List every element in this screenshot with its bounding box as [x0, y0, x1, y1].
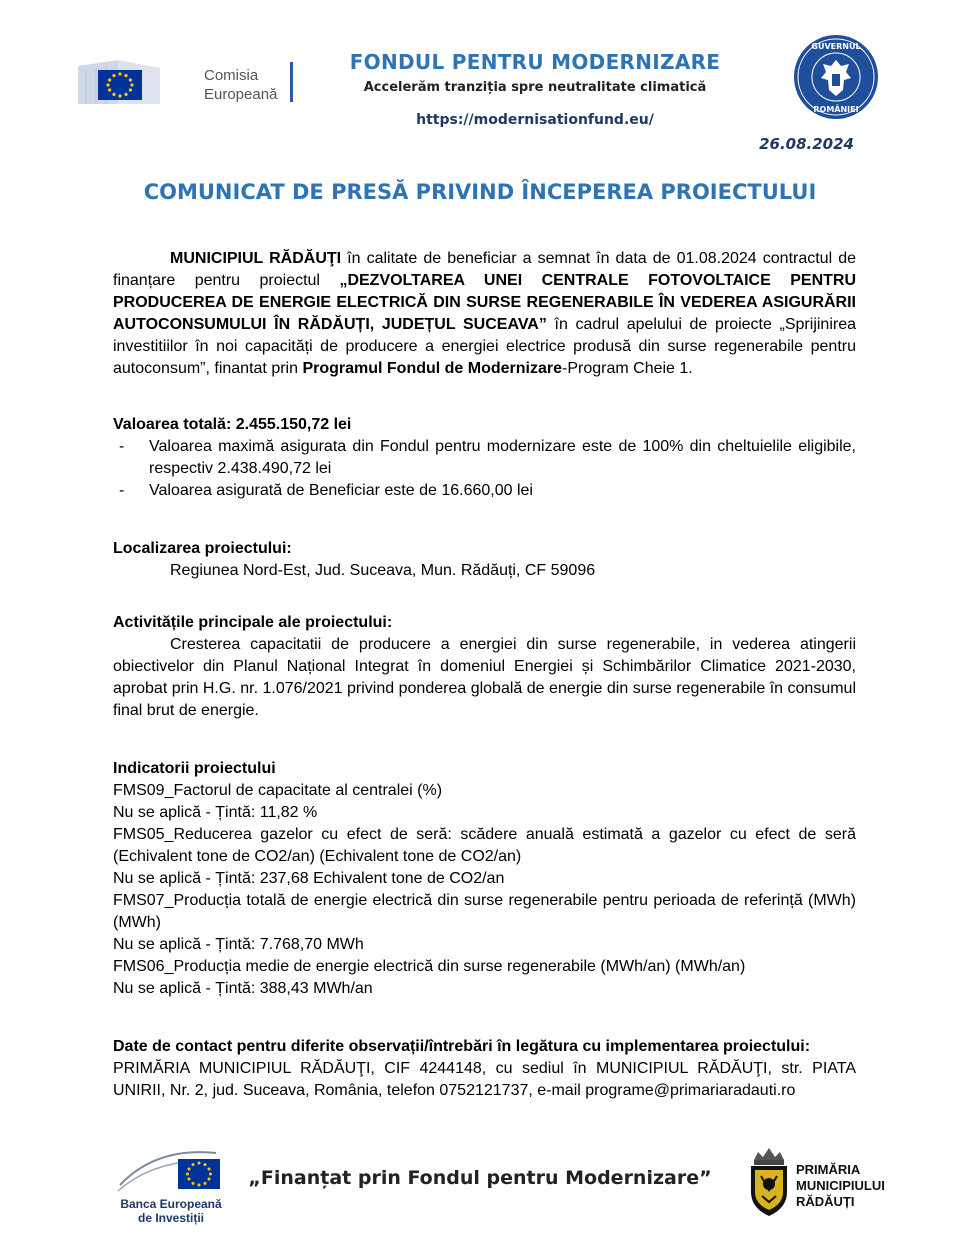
- svg-text:ROMÂNIEI: ROMÂNIEI: [813, 105, 859, 114]
- primaria-line-1: PRIMĂRIA: [796, 1162, 861, 1177]
- ec-logo-text: [204, 66, 277, 104]
- ec-logo-divider: [290, 62, 293, 102]
- intro-text-1: în calitate de beneficiar a semnat în data de 01.08.2024 contractul de finanțare pentru proiectul: [113, 250, 856, 289]
- value-item-text: Valoarea maximă asigurata din Fondul pentru modernizare este de 100% din cheltuielile eligibile, respectiv 2.438.490,72 lei: [149, 438, 856, 477]
- indicators-heading: Indicatorii proiectului: [113, 760, 276, 777]
- fund-subtitle: Accelerăm tranziția spre neutralitate climatică: [363, 80, 707, 95]
- eib-logo-text: [116, 1197, 226, 1225]
- activities-heading: Activitățile principale ale proiectului:: [113, 614, 393, 631]
- indicator-line: Nu se aplică - Țintă: 237,68 Echivalent tone de CO2/an: [113, 870, 505, 887]
- romanian-government-seal-icon: [793, 34, 879, 120]
- eib-logo: [116, 1145, 226, 1227]
- eib-flag-icon: [116, 1145, 226, 1195]
- indicator-line: FMS05_Reducerea gazelor cu efect de seră: scădere anuală estimată a gazelor cu efect de seră (Echivalent tone de CO2/an) (Echivalent tone de CO2/an): [113, 826, 856, 865]
- indicator-line: FMS09_Factorul de capacitate al centralei (%): [113, 782, 443, 799]
- fund-url-link[interactable]: https://modernisationfund.eu/: [416, 112, 654, 128]
- project-name: „DEZVOLTAREA UNEI CENTRALE FOTOVOLTAICE PENTRU PRODUCEREA DE ENERGIE ELECTRICĂ DIN SURSE REGENERABILE ÎN VEDEREA ASIGURĂRII AUTOCONSUMULUI ÎN RĂDĂUȚI, JUDEȚUL SUCEAVA”: [113, 272, 857, 333]
- activities-text: Cresterea capacitatii de producere a energiei din surse regenerabile, in vederea atingerii obiectivelor din Planul Național Integrat în domeniul Energiei și Schimbărilor Climatice 2021-2030, aprobat prin H.G. nr. 1.076/2021 privind ponderea globală de energie din surse regenerabile în consumul final brut de energie.: [113, 636, 856, 719]
- radauti-coat-of-arms: [748, 1146, 790, 1218]
- primaria-line-2: MUNICIPIULUI: [796, 1178, 885, 1193]
- contact-text: PRIMĂRIA MUNICIPIUL RĂDĂUŢI, CIF 4244148, cu sediul în MUNICIPIUL RĂDĂUŢI, str. PIATA UNIRII, Nr. 2, jud. Suceava, România, telefon 0752121737, e-mail programe@primariaradauti.ro: [113, 1060, 856, 1099]
- primaria-line-3: RĂDĂUȚI: [796, 1194, 855, 1209]
- ec-logo-line-1: Comisia: [204, 67, 259, 84]
- intro-text-3: -Program Cheie 1.: [562, 360, 693, 377]
- funding-slogan: „Finanțat prin Fondul pentru Modernizare”: [248, 1167, 712, 1189]
- beneficiary-name: MUNICIPIUL RĂDĂUŢI: [170, 250, 342, 267]
- value-heading: Valoarea totală: 2.455.150,72 lei: [113, 416, 352, 433]
- document-date: 26.08.2024: [759, 135, 854, 153]
- indicator-line: FMS06_Producția medie de energie electrică din surse regenerabile (MWh/an) (MWh/an): [113, 958, 746, 975]
- ec-logo-line-2: Europeană: [204, 86, 278, 103]
- ec-building-flag-icon: [78, 60, 160, 104]
- government-seal-logo: [793, 34, 879, 120]
- indicator-line: Nu se aplică - Țintă: 11,82 %: [113, 804, 318, 821]
- page-title: COMUNICAT DE PRESĂ PRIVIND ÎNCEPEREA PROIECTULUI: [143, 180, 817, 204]
- location-text: Regiunea Nord-Est, Jud. Suceava, Mun. Rădăuți, CF 59096: [170, 562, 596, 579]
- value-item: - Valoarea maximă asigurata din Fondul pentru modernizare este de 100% din cheltuielile eligibile, respectiv 2.438.490,72 lei: [119, 438, 856, 477]
- coat-of-arms-icon: [748, 1146, 790, 1218]
- contact-heading: Date de contact pentru diferite observații/întrebări în legătura cu implementarea proiectului:: [113, 1038, 811, 1055]
- eib-logo-line-2: de Investiții: [137, 1211, 205, 1225]
- fund-title: FONDUL PENTRU MODERNIZARE: [349, 50, 721, 74]
- eib-logo-line-1: Banca Europeană: [120, 1197, 222, 1211]
- value-item-text: Valoarea asigurată de Beneficiar este de 16.660,00 lei: [149, 482, 533, 499]
- indicator-line: Nu se aplică - Țintă: 7.768,70 MWh: [113, 936, 364, 953]
- program-name: Programul Fondul de Modernizare: [302, 360, 563, 377]
- intro-paragraph: [113, 248, 856, 380]
- value-item: - Valoarea asigurată de Beneficiar este de 16.660,00 lei: [119, 482, 533, 499]
- location-heading: Localizarea proiectului:: [113, 540, 292, 557]
- indicator-line: FMS07_Producția totală de energie electrică din surse regenerabile pentru perioada de referință (MWh) (MWh): [113, 892, 856, 931]
- intro-text-2: în cadrul apelului de proiecte „Sprijinirea investitiilor în noi capacități de producere a energiei electrice produsă din surse regenerabile pentru autoconsum”, finantat prin: [113, 316, 857, 377]
- primaria-logo-text: [796, 1162, 916, 1210]
- press-release-body: [113, 248, 856, 1102]
- indicator-line: Nu se aplică - Țintă: 388,43 MWh/an: [113, 980, 373, 997]
- svg-text:GUVERNUL: GUVERNUL: [811, 42, 861, 51]
- european-commission-logo: [78, 40, 298, 104]
